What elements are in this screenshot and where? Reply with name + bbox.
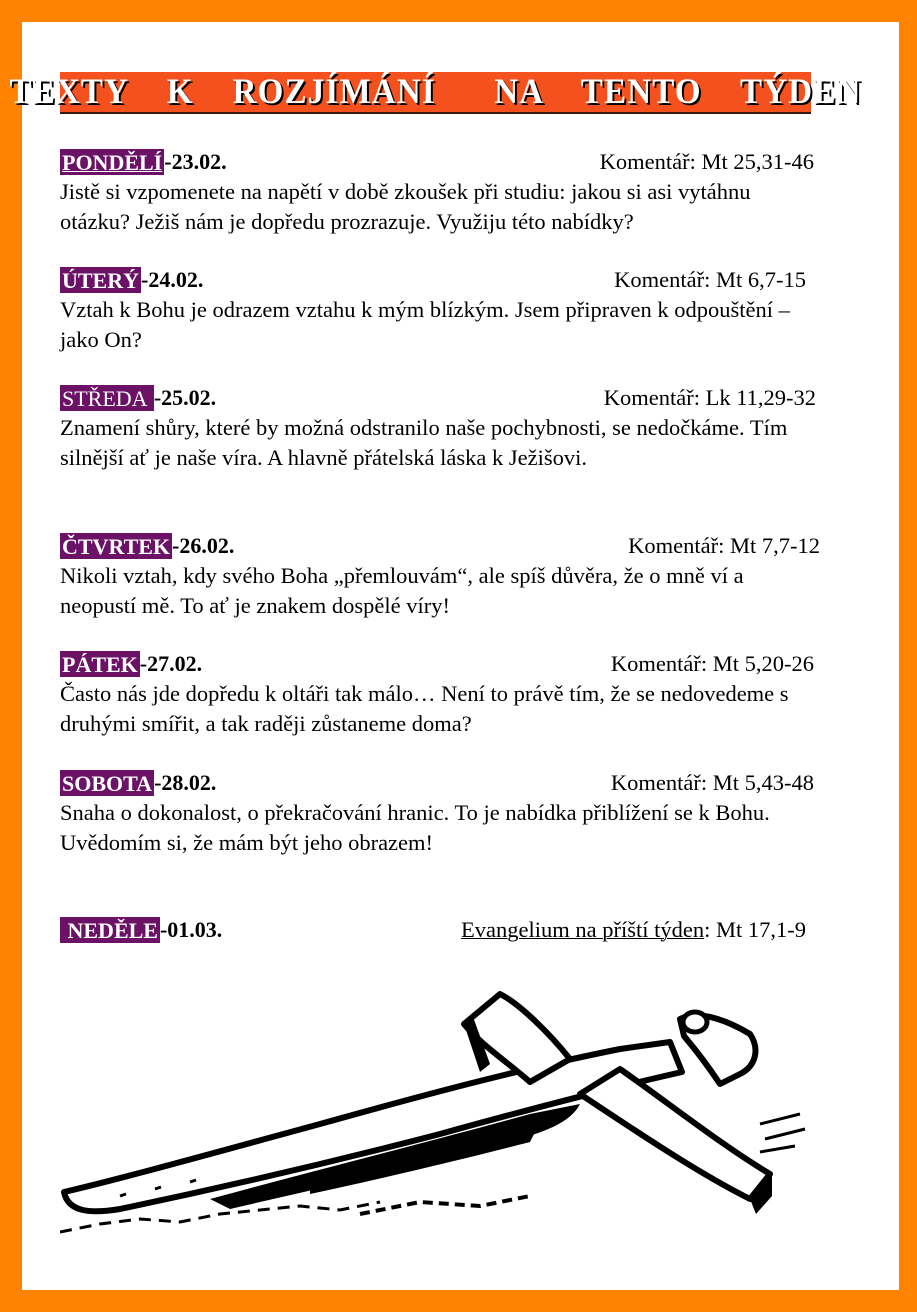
gospel-label: Evangelium na příští týden bbox=[461, 917, 705, 942]
gospel-reference bbox=[461, 915, 806, 945]
gospel-ref: : Mt 17,1-9 bbox=[704, 917, 806, 942]
document-page bbox=[9, 22, 899, 1290]
title-underline bbox=[60, 112, 811, 114]
day-date: -24.02. bbox=[141, 267, 204, 292]
day-date: -26.02. bbox=[172, 533, 235, 558]
day-date: -27.02. bbox=[139, 651, 203, 676]
commentary-reference: Komentář: Mt 6,7-15 bbox=[614, 267, 806, 292]
day-entry-thursday bbox=[60, 531, 820, 621]
day-date: -28.02. bbox=[154, 770, 217, 795]
day-header bbox=[60, 768, 812, 798]
day-header bbox=[60, 147, 812, 177]
commentary-reference: Komentář: Mt 5,43-48 bbox=[610, 770, 814, 795]
day-header bbox=[60, 649, 812, 679]
meditation-text: Snaha o dokonalost, o překračování hranic. To je nabídka přiblížení se k Bohu. Uvědomím si, že mám být jeho obrazem! bbox=[60, 800, 770, 855]
day-entry-tuesday bbox=[60, 265, 812, 355]
commentary-reference: Komentář: Mt 7,7-12 bbox=[628, 533, 820, 558]
day-label: ČTVRTEK bbox=[62, 534, 171, 559]
title-banner bbox=[9, 72, 862, 112]
meditation-text: Nikoli vztah, kdy svého Boha „přemlouvám“, ale spíš důvěra, že o mně ví a neopustí mě. To ať je znakem dospělé víry! bbox=[60, 563, 744, 618]
meditation-text: Znamení shůry, které by možná odstranilo naše pochybnosti, se nedočkáme. Tím silnější ať je naše víra. A hlavně přátelská láska k Ježišovi. bbox=[60, 415, 788, 470]
day-date: -25.02. bbox=[153, 385, 217, 410]
day-label: ÚTERÝ bbox=[62, 268, 140, 293]
fallen-cross-icon bbox=[60, 974, 812, 1234]
day-header bbox=[60, 915, 812, 945]
page-title: TEXTY K ROZJÍMÁNÍ NA TENTO TÝDEN bbox=[9, 72, 862, 111]
day-entry-saturday bbox=[60, 768, 812, 858]
meditation-text: Často nás jde dopředu k oltáři tak málo… Není to právě tím, že se nedovedeme s druhými smířit, a tak raději zůstaneme doma? bbox=[60, 681, 789, 736]
day-entry-sunday bbox=[60, 915, 812, 945]
meditation-text: Vztah k Bohu je odrazem vztahu k mým blízkým. Jsem připraven k odpouštění – jako On? bbox=[60, 297, 790, 352]
day-header bbox=[60, 383, 816, 413]
day-label: NEDĚLE bbox=[62, 918, 158, 943]
commentary-reference: Komentář: Lk 11,29-32 bbox=[603, 385, 816, 410]
day-header bbox=[60, 531, 820, 561]
day-entry-wednesday bbox=[60, 383, 816, 473]
day-label: PONDĚLÍ bbox=[62, 150, 163, 175]
day-date: -01.03. bbox=[159, 917, 223, 942]
meditation-text: Jistě si vzpomenete na napětí v době zkoušek při studiu: jakou si asi vytáhnu otázku? Ježiš nám je dopředu prozrazuje. Využiju této nabídky? bbox=[60, 179, 751, 234]
day-label: STŘEDA bbox=[62, 386, 152, 411]
commentary-reference: Komentář: Mt 5,20-26 bbox=[610, 651, 814, 676]
commentary-reference: Komentář: Mt 25,31-46 bbox=[599, 149, 814, 174]
day-entry-friday bbox=[60, 649, 812, 739]
day-entry-monday bbox=[60, 147, 812, 237]
day-label: PÁTEK bbox=[62, 652, 138, 677]
day-header bbox=[60, 265, 812, 295]
day-label: SOBOTA bbox=[62, 771, 153, 796]
day-date: -23.02. bbox=[164, 149, 227, 174]
